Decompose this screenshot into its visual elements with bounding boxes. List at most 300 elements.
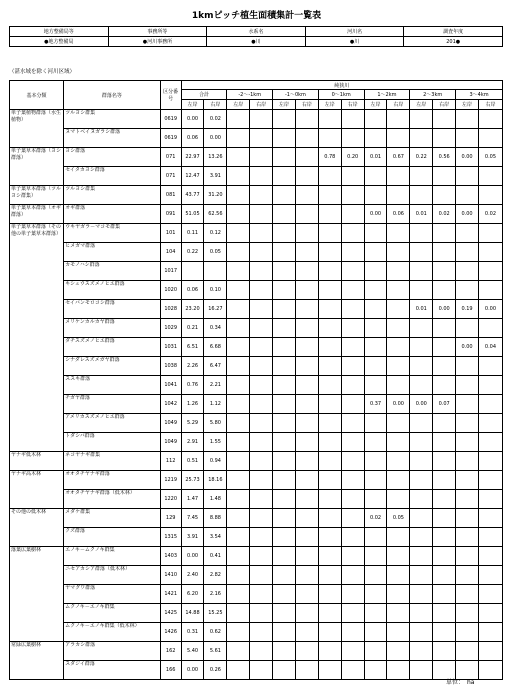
col-colony-header: 群落名等	[64, 81, 161, 110]
area-value-cell	[341, 129, 364, 148]
code-cell: 162	[160, 642, 181, 661]
code-cell: 0619	[160, 129, 181, 148]
area-value-cell	[273, 319, 296, 338]
area-value-cell	[433, 129, 456, 148]
area-value-cell	[433, 623, 456, 642]
table-row	[10, 148, 503, 167]
table-row	[10, 452, 503, 471]
area-value-cell	[250, 243, 273, 262]
area-value-cell: 2.21	[204, 376, 227, 395]
area-value-cell	[318, 262, 341, 281]
area-value-cell	[364, 224, 387, 243]
area-value-cell	[318, 566, 341, 585]
area-value-cell	[478, 604, 502, 623]
area-value-cell	[433, 547, 456, 566]
area-value-cell	[273, 262, 296, 281]
area-value-cell	[456, 281, 479, 300]
area-value-cell: 1.47	[181, 490, 204, 509]
area-value-cell	[204, 262, 227, 281]
area-value-cell	[227, 281, 250, 300]
area-value-cell	[227, 148, 250, 167]
area-value-cell: 0.00	[478, 300, 502, 319]
area-value-cell	[478, 129, 502, 148]
area-value-cell	[341, 376, 364, 395]
area-value-cell	[227, 528, 250, 547]
area-value-cell	[433, 357, 456, 376]
area-value-cell	[273, 338, 296, 357]
area-value-cell	[478, 376, 502, 395]
area-value-cell	[227, 186, 250, 205]
area-value-cell	[273, 300, 296, 319]
area-value-cell	[456, 186, 479, 205]
left-bank-header: 左岸	[227, 100, 250, 110]
area-value-cell	[295, 509, 318, 528]
area-value-cell	[341, 281, 364, 300]
area-value-cell	[387, 528, 410, 547]
area-value-cell	[478, 224, 502, 243]
area-value-cell: 0.00	[387, 395, 410, 414]
area-value-cell	[387, 224, 410, 243]
area-value-cell: 0.01	[364, 148, 387, 167]
area-value-cell: 0.67	[387, 148, 410, 167]
area-value-cell	[250, 262, 273, 281]
area-value-cell	[456, 243, 479, 262]
survey-info-table	[9, 26, 503, 47]
code-cell: 1029	[160, 319, 181, 338]
code-cell: 1220	[160, 490, 181, 509]
table-row	[10, 414, 503, 433]
table-row	[10, 661, 503, 680]
basic-class-cell: その他の低木林	[10, 509, 64, 547]
left-bank-header: 左岸	[318, 100, 341, 110]
area-value-cell	[410, 452, 433, 471]
area-value-cell: 3.54	[204, 528, 227, 547]
area-value-cell: 0.02	[364, 509, 387, 528]
area-value-cell: 14.88	[181, 604, 204, 623]
area-value-cell	[341, 547, 364, 566]
area-value-cell	[478, 243, 502, 262]
area-value-cell	[456, 395, 479, 414]
colony-name-cell: トダシバ群落	[64, 433, 161, 452]
area-value-cell	[295, 357, 318, 376]
code-cell: 071	[160, 167, 181, 186]
area-value-cell	[341, 224, 364, 243]
area-value-cell	[227, 490, 250, 509]
area-value-cell	[227, 661, 250, 680]
area-value-cell	[250, 509, 273, 528]
area-value-cell	[387, 243, 410, 262]
area-value-cell	[433, 224, 456, 243]
area-value-cell	[433, 262, 456, 281]
table-row	[10, 262, 503, 281]
area-value-cell	[273, 281, 296, 300]
area-value-cell	[295, 414, 318, 433]
area-value-cell	[364, 623, 387, 642]
area-value-cell	[227, 585, 250, 604]
area-value-cell	[318, 585, 341, 604]
area-value-cell	[387, 642, 410, 661]
area-value-cell: 3.91	[181, 528, 204, 547]
code-cell: 081	[160, 186, 181, 205]
table-row	[10, 623, 503, 642]
area-value-cell	[456, 585, 479, 604]
code-cell: 1425	[160, 604, 181, 623]
area-value-cell: 0.78	[318, 148, 341, 167]
area-value-cell	[364, 243, 387, 262]
area-value-cell	[387, 110, 410, 129]
area-value-cell	[478, 414, 502, 433]
area-value-cell: 0.19	[456, 300, 479, 319]
area-value-cell	[387, 547, 410, 566]
area-value-cell	[478, 167, 502, 186]
code-cell: 1049	[160, 414, 181, 433]
area-value-cell	[478, 357, 502, 376]
river-section-label: （湛水域を除く河川区域）	[9, 69, 76, 75]
area-value-cell	[318, 433, 341, 452]
colony-name-cell: クズ群落	[64, 528, 161, 547]
area-value-cell	[341, 471, 364, 490]
area-value-cell	[456, 604, 479, 623]
area-value-cell	[387, 471, 410, 490]
table-row	[10, 205, 503, 224]
area-value-cell	[387, 338, 410, 357]
area-value-cell	[387, 433, 410, 452]
right-bank-header: 右岸	[295, 100, 318, 110]
area-value-cell: 15.25	[204, 604, 227, 623]
area-value-cell	[250, 566, 273, 585]
area-value-cell	[364, 661, 387, 680]
area-value-cell: 6.51	[181, 338, 204, 357]
left-bank-header: 左岸	[456, 100, 479, 110]
table-row	[10, 110, 503, 129]
area-value-cell	[456, 319, 479, 338]
area-value-cell	[478, 642, 502, 661]
basic-class-cell: 単子葉草本群落（ツルヨシ群集）	[10, 186, 64, 205]
area-value-cell	[341, 338, 364, 357]
table-row	[10, 243, 503, 262]
code-cell: 1038	[160, 357, 181, 376]
area-value-cell	[387, 566, 410, 585]
area-value-cell	[318, 414, 341, 433]
col-range-header: -2～-1km	[227, 90, 273, 100]
area-value-cell	[364, 338, 387, 357]
area-value-cell	[273, 623, 296, 642]
area-value-cell: 0.76	[181, 376, 204, 395]
area-value-cell: 0.94	[204, 452, 227, 471]
area-value-cell	[273, 186, 296, 205]
area-value-cell: 18.16	[204, 471, 227, 490]
basic-class-cell: ヤナギ高木林	[10, 471, 64, 509]
area-value-cell	[456, 471, 479, 490]
area-value-cell	[295, 186, 318, 205]
code-cell: 101	[160, 224, 181, 243]
area-value-cell	[250, 471, 273, 490]
colony-name-cell: エノキ－ムクノキ群集	[64, 547, 161, 566]
area-value-cell: 0.01	[410, 300, 433, 319]
area-value-cell	[227, 452, 250, 471]
code-cell: 1426	[160, 623, 181, 642]
area-value-cell	[273, 604, 296, 623]
area-value-cell	[250, 490, 273, 509]
area-value-cell	[341, 167, 364, 186]
area-value-cell	[250, 433, 273, 452]
area-value-cell	[387, 262, 410, 281]
basic-class-cell: 単子葉草本群落（ヨシ群落）	[10, 148, 64, 186]
area-value-cell	[478, 471, 502, 490]
area-value-cell	[273, 224, 296, 243]
area-value-cell	[387, 281, 410, 300]
area-value-cell	[273, 433, 296, 452]
area-value-cell	[227, 129, 250, 148]
area-value-cell	[250, 205, 273, 224]
area-value-cell	[433, 319, 456, 338]
col-range-header: 0～1km	[318, 90, 364, 100]
area-value-cell	[456, 509, 479, 528]
area-value-cell	[364, 129, 387, 148]
area-value-cell: 0.05	[204, 243, 227, 262]
area-value-cell	[433, 452, 456, 471]
area-value-cell: 0.00	[456, 338, 479, 357]
area-value-cell	[478, 281, 502, 300]
area-value-cell: 0.00	[181, 661, 204, 680]
area-value-cell	[387, 414, 410, 433]
area-value-cell	[410, 509, 433, 528]
area-value-cell	[410, 661, 433, 680]
area-value-cell	[273, 547, 296, 566]
area-value-cell	[478, 395, 502, 414]
area-value-cell	[341, 490, 364, 509]
area-value-cell	[410, 528, 433, 547]
area-value-cell	[227, 338, 250, 357]
col-range-header: 3～4km	[456, 90, 503, 100]
area-value-cell	[433, 471, 456, 490]
header-label: 地方整備局等	[10, 27, 109, 37]
area-value-cell	[410, 604, 433, 623]
code-cell: 1020	[160, 281, 181, 300]
area-value-cell	[250, 110, 273, 129]
area-value-cell: 0.41	[204, 547, 227, 566]
area-value-cell	[410, 110, 433, 129]
code-cell: 1028	[160, 300, 181, 319]
area-value-cell: 0.22	[181, 243, 204, 262]
area-value-cell: 22.97	[181, 148, 204, 167]
header-label: 事務所等	[108, 27, 207, 37]
area-value-cell	[318, 661, 341, 680]
area-value-cell	[295, 205, 318, 224]
area-value-cell	[410, 186, 433, 205]
area-value-cell	[250, 186, 273, 205]
area-value-cell	[318, 186, 341, 205]
area-value-cell: 25.73	[181, 471, 204, 490]
area-value-cell	[410, 224, 433, 243]
area-value-cell	[273, 585, 296, 604]
code-cell: 1315	[160, 528, 181, 547]
area-value-cell	[273, 357, 296, 376]
table-row	[10, 357, 503, 376]
area-value-cell	[478, 566, 502, 585]
table-row	[10, 528, 503, 547]
table-row	[10, 433, 503, 452]
area-value-cell	[273, 471, 296, 490]
area-value-cell: 0.00	[181, 110, 204, 129]
area-value-cell: 7.45	[181, 509, 204, 528]
colony-name-cell: ススキ群落	[64, 376, 161, 395]
colony-name-cell: ヨシ群落	[64, 148, 161, 167]
area-value-cell: 1.12	[204, 395, 227, 414]
colony-name-cell: シナダレスズメガヤ群落	[64, 357, 161, 376]
area-value-cell	[456, 528, 479, 547]
code-cell: 166	[160, 661, 181, 680]
code-cell: 1017	[160, 262, 181, 281]
colony-name-cell: ウキヤガラ－マコモ群集	[64, 224, 161, 243]
area-value-cell	[341, 585, 364, 604]
area-value-cell	[318, 528, 341, 547]
area-value-cell: 0.02	[204, 110, 227, 129]
area-value-cell	[227, 110, 250, 129]
area-value-cell	[433, 243, 456, 262]
area-value-cell: 0.00	[410, 395, 433, 414]
area-value-cell	[273, 509, 296, 528]
basic-class-cell: 単子葉草本群落（その他の単子葉草本群落）	[10, 224, 64, 452]
area-value-cell	[364, 110, 387, 129]
code-cell: 1403	[160, 547, 181, 566]
code-cell: 071	[160, 148, 181, 167]
area-value-cell	[295, 490, 318, 509]
area-value-cell	[227, 433, 250, 452]
area-value-cell	[410, 167, 433, 186]
area-value-cell	[295, 604, 318, 623]
area-value-cell	[318, 452, 341, 471]
area-value-cell	[318, 395, 341, 414]
col-range-header: 1～2km	[364, 90, 410, 100]
area-value-cell: 13.26	[204, 148, 227, 167]
area-value-cell	[410, 642, 433, 661]
area-value-cell	[364, 433, 387, 452]
header-value: ●河川事務所	[108, 37, 207, 47]
area-value-cell	[364, 357, 387, 376]
area-value-cell	[318, 623, 341, 642]
area-value-cell	[433, 528, 456, 547]
code-cell: 091	[160, 205, 181, 224]
area-value-cell	[456, 547, 479, 566]
area-value-cell	[250, 148, 273, 167]
table-row	[10, 395, 503, 414]
area-value-cell	[227, 319, 250, 338]
code-cell: 1219	[160, 471, 181, 490]
colony-name-cell: オオタチヤナギ群落（低木林）	[64, 490, 161, 509]
basic-class-cell: ヤナギ低木林	[10, 452, 64, 471]
area-value-cell	[456, 414, 479, 433]
area-value-cell: 6.68	[204, 338, 227, 357]
area-value-cell	[410, 547, 433, 566]
right-bank-header: 右岸	[433, 100, 456, 110]
area-value-cell	[273, 414, 296, 433]
area-value-cell: 0.12	[204, 224, 227, 243]
area-value-cell	[341, 319, 364, 338]
area-value-cell	[387, 167, 410, 186]
area-value-cell	[295, 661, 318, 680]
area-value-cell: 0.01	[410, 205, 433, 224]
area-value-cell	[273, 642, 296, 661]
area-value-cell	[341, 395, 364, 414]
area-value-cell	[295, 148, 318, 167]
area-value-cell	[364, 167, 387, 186]
area-value-cell	[250, 129, 273, 148]
table-row	[10, 224, 503, 243]
header-label: 調査年度	[404, 27, 503, 37]
area-value-cell	[478, 528, 502, 547]
area-value-cell	[364, 528, 387, 547]
area-value-cell	[295, 471, 318, 490]
area-value-cell	[295, 376, 318, 395]
area-value-cell	[318, 110, 341, 129]
basic-class-cell: 単子葉植物群落（水生植物）	[10, 110, 64, 148]
area-value-cell	[387, 623, 410, 642]
area-value-cell: 2.40	[181, 566, 204, 585]
col-range-header: -1～0km	[273, 90, 319, 100]
table-row	[10, 642, 503, 661]
table-row	[10, 186, 503, 205]
basic-class-cell: 落葉広葉樹林	[10, 547, 64, 642]
col-total-header: 合計	[181, 90, 227, 100]
area-value-cell	[318, 471, 341, 490]
area-value-cell	[478, 661, 502, 680]
header-value: ●川	[207, 37, 306, 47]
colony-name-cell: チガヤ群落	[64, 395, 161, 414]
area-value-cell: 0.06	[387, 205, 410, 224]
area-value-cell	[318, 509, 341, 528]
area-value-cell	[456, 642, 479, 661]
area-value-cell	[227, 395, 250, 414]
area-value-cell: 1.48	[204, 490, 227, 509]
area-value-cell: 51.05	[181, 205, 204, 224]
area-value-cell	[341, 642, 364, 661]
area-value-cell	[273, 452, 296, 471]
colony-name-cell: メダケ群集	[64, 509, 161, 528]
area-value-cell	[456, 129, 479, 148]
table-row	[10, 604, 503, 623]
area-value-cell: 3.91	[204, 167, 227, 186]
colony-name-cell: ムクノキ－エノキ群集	[64, 604, 161, 623]
area-value-cell	[456, 224, 479, 243]
area-value-cell	[318, 547, 341, 566]
area-value-cell: 0.04	[478, 338, 502, 357]
code-cell: 1421	[160, 585, 181, 604]
area-value-cell	[364, 471, 387, 490]
area-value-cell	[295, 642, 318, 661]
code-cell: 1041	[160, 376, 181, 395]
area-value-cell: 2.16	[204, 585, 227, 604]
area-value-cell	[478, 490, 502, 509]
area-value-cell: 12.47	[181, 167, 204, 186]
area-value-cell	[433, 642, 456, 661]
area-value-cell	[227, 509, 250, 528]
area-value-cell	[273, 528, 296, 547]
area-value-cell	[250, 452, 273, 471]
area-value-cell	[227, 623, 250, 642]
area-value-cell	[227, 224, 250, 243]
area-value-cell: 0.00	[204, 129, 227, 148]
table-row	[10, 376, 503, 395]
area-value-cell	[295, 623, 318, 642]
area-value-cell: 0.00	[364, 205, 387, 224]
area-value-cell	[227, 471, 250, 490]
table-row	[10, 319, 503, 338]
area-value-cell	[478, 623, 502, 642]
area-value-cell	[318, 319, 341, 338]
area-value-cell	[250, 281, 273, 300]
area-value-cell: 5.40	[181, 642, 204, 661]
